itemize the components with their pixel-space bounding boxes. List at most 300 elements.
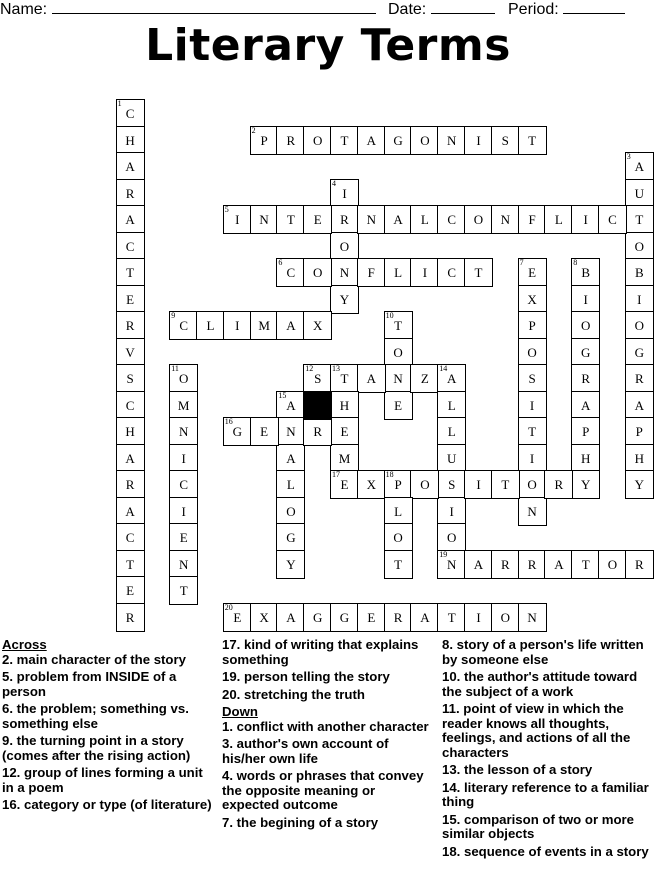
cell-letter: O (339, 238, 350, 254)
grid-cell[interactable] (571, 258, 600, 287)
grid-cell[interactable] (223, 417, 252, 446)
grid-cell[interactable] (116, 285, 145, 314)
clue-number: 8 (573, 258, 578, 267)
cell-letter: M (258, 318, 270, 333)
cell-letter: O (420, 477, 430, 492)
grid-cell[interactable] (303, 126, 332, 155)
clue-item-number: 15. (442, 811, 461, 827)
cell-letter: A (366, 132, 376, 148)
grid-cell[interactable] (437, 391, 466, 420)
grid-cell[interactable] (598, 205, 627, 234)
grid-cell[interactable] (410, 126, 439, 155)
cell-letter: C (125, 106, 135, 121)
clue-item (222, 737, 432, 766)
grid-cell[interactable] (410, 258, 439, 287)
cell-letter: A (366, 371, 376, 386)
cell-letter: A (125, 450, 135, 466)
cell-letter: O (178, 371, 189, 386)
grid-cell[interactable] (276, 417, 305, 446)
grid-cell[interactable] (410, 603, 439, 632)
cell-letter: S (528, 371, 536, 386)
grid-cell[interactable] (571, 470, 600, 499)
grid-cell[interactable] (169, 364, 198, 393)
grid-cell[interactable] (303, 205, 332, 234)
grid-cell[interactable] (571, 391, 600, 420)
clue-item-number: 18. (442, 843, 461, 859)
grid-cell[interactable] (116, 205, 145, 234)
grid-cell[interactable] (464, 470, 493, 499)
clue-item-text: the lesson of a story (460, 762, 593, 777)
cell-letter: S (501, 132, 509, 148)
page-title: Literary Terms (145, 20, 511, 71)
grid-cell[interactable] (571, 444, 600, 473)
grid-cell[interactable] (384, 497, 413, 526)
clue-number: 18 (385, 470, 394, 479)
grid-cell[interactable] (625, 338, 654, 367)
grid-cell[interactable] (116, 232, 145, 261)
grid-cell[interactable] (116, 258, 145, 287)
grid-cell[interactable] (464, 205, 493, 234)
grid-cell[interactable] (250, 417, 279, 446)
cell-letter: R (393, 609, 403, 625)
clue-item-text: literary reference to a familiar thing (442, 779, 649, 809)
grid-cell[interactable] (116, 497, 145, 526)
grid-cell[interactable] (384, 205, 413, 234)
cell-letter: O (393, 344, 403, 360)
grid-cell[interactable] (518, 205, 547, 234)
clue-item-number: 12. (2, 765, 21, 780)
clue-number: 13 (332, 364, 340, 373)
cell-letter: E (179, 530, 188, 545)
grid-cell[interactable] (625, 444, 654, 473)
down-heading: Down (222, 704, 258, 719)
grid-cell[interactable] (169, 391, 198, 420)
clue-item-text: stretching the truth (240, 686, 365, 702)
grid-cell[interactable] (169, 444, 198, 473)
clue-item (442, 763, 654, 778)
cell-letter: I (476, 609, 481, 625)
grid-cell[interactable] (625, 470, 654, 499)
grid-cell[interactable] (250, 205, 279, 234)
grid-cell[interactable] (518, 258, 547, 287)
cell-letter: E (126, 583, 135, 598)
cell-letter: H (125, 424, 135, 439)
cell-letter: G (286, 530, 296, 545)
grid-cell[interactable] (518, 311, 547, 340)
clue-item-text: point of view in which the reader knows all thoughts, feelings, and actions of all the characters (442, 701, 631, 760)
grid-cell[interactable] (330, 258, 359, 287)
clue-item-text: the problem; something vs. something else (2, 701, 189, 731)
grid-cell[interactable] (116, 364, 145, 393)
cell-letter: R (554, 477, 564, 492)
cell-letter: X (312, 318, 323, 333)
grid-cell[interactable] (410, 205, 439, 234)
grid-cell[interactable] (223, 311, 252, 340)
grid-cell[interactable] (518, 497, 547, 526)
cell-letter: C (447, 265, 457, 280)
grid-cell[interactable] (437, 470, 466, 499)
cell-letter: S (126, 371, 134, 386)
cell-letter: R (634, 556, 644, 572)
grid-cell[interactable] (330, 126, 359, 155)
grid-cell[interactable] (437, 258, 466, 287)
grid-cell[interactable] (518, 391, 547, 420)
grid-cell[interactable] (518, 603, 547, 632)
clue-item-text: main character of the story (13, 651, 186, 667)
cell-letter: T (126, 265, 135, 280)
cell-letter: B (634, 265, 644, 280)
grid-cell[interactable] (169, 417, 198, 446)
grid-cell[interactable] (571, 550, 600, 579)
grid-cell[interactable] (330, 417, 359, 446)
grid-cell[interactable] (330, 603, 359, 632)
grid-cell[interactable] (303, 364, 332, 393)
grid-cell[interactable] (357, 470, 386, 499)
grid-cell[interactable] (410, 470, 439, 499)
grid-cell[interactable] (571, 364, 600, 393)
grid-cell[interactable] (598, 550, 627, 579)
clue-item-number: 9. (2, 733, 13, 748)
grid-cell[interactable] (571, 205, 600, 234)
grid-cell[interactable] (330, 285, 359, 314)
cell-letter: L (447, 397, 456, 413)
grid-cell[interactable] (491, 470, 520, 499)
grid-cell[interactable] (169, 470, 198, 499)
grid-cell[interactable] (491, 205, 520, 234)
cell-letter: A (286, 450, 296, 466)
clue-number: 10 (385, 311, 394, 320)
cell-letter: X (259, 609, 269, 625)
cell-letter: N (178, 424, 189, 439)
grid-cell[interactable] (116, 152, 145, 181)
grid-cell[interactable] (437, 126, 466, 155)
cell-letter: R (125, 477, 135, 492)
cell-letter: T (501, 477, 510, 492)
grid-cell[interactable] (625, 311, 654, 340)
grid-cell[interactable] (437, 444, 466, 473)
cell-letter: T (635, 212, 644, 227)
cell-letter: O (312, 265, 323, 280)
grid-cell[interactable] (330, 179, 359, 208)
grid-cell[interactable] (384, 550, 413, 579)
cell-letter: C (125, 238, 135, 254)
grid-cell[interactable] (357, 258, 386, 287)
grid-cell[interactable] (250, 311, 279, 340)
grid-cell[interactable] (276, 523, 305, 552)
cell-letter: T (179, 583, 188, 598)
clue-number: 17 (332, 470, 340, 479)
cell-letter: T (528, 132, 537, 148)
grid-cell[interactable] (357, 126, 386, 155)
grid-cell[interactable] (384, 470, 413, 499)
grid-cell[interactable] (116, 603, 145, 632)
cell-letter: R (125, 185, 135, 201)
grid-cell[interactable] (625, 205, 654, 234)
grid-cell[interactable] (544, 205, 573, 234)
cell-letter: T (340, 371, 349, 386)
grid-cell[interactable] (518, 285, 547, 314)
cell-letter: I (583, 212, 588, 227)
cell-letter: L (420, 212, 429, 227)
cell-letter: E (126, 291, 135, 307)
grid-cell[interactable] (625, 258, 654, 287)
cell-letter: P (394, 477, 402, 492)
grid-cell[interactable] (357, 205, 386, 234)
clue-item (222, 769, 432, 813)
grid-cell[interactable] (169, 311, 198, 340)
grid-cell[interactable] (196, 311, 225, 340)
cell-letter: O (420, 132, 430, 148)
cell-letter: I (583, 291, 588, 307)
cell-letter: A (420, 609, 430, 625)
grid-cell[interactable] (384, 126, 413, 155)
grid-cell[interactable] (169, 523, 198, 552)
clue-number: 4 (332, 178, 336, 188)
grid-cell[interactable] (116, 126, 145, 155)
cell-letter: H (580, 450, 591, 466)
grid-cell[interactable] (437, 523, 466, 552)
grid-cell[interactable] (437, 550, 466, 579)
grid-cell[interactable] (116, 311, 145, 340)
grid-cell[interactable] (625, 232, 654, 261)
grid-cell[interactable] (223, 205, 252, 234)
grid-cell[interactable] (437, 497, 466, 526)
clues-column-2 (222, 638, 432, 833)
grid-cell[interactable] (625, 391, 654, 420)
clue-item-number: 3. (222, 736, 233, 751)
grid-cell[interactable] (544, 550, 573, 579)
cell-letter: A (125, 159, 135, 174)
grid-cell[interactable] (384, 364, 413, 393)
grid-cell[interactable] (491, 126, 520, 155)
grid-cell[interactable] (276, 470, 305, 499)
cell-letter: A (125, 503, 135, 519)
cell-letter: G (339, 609, 350, 625)
clue-number: 15 (278, 390, 287, 400)
grid-cell[interactable] (384, 338, 413, 367)
grid-cell[interactable] (169, 550, 198, 579)
grid-cell[interactable] (250, 126, 279, 155)
grid-cell[interactable] (116, 550, 145, 579)
grid-cell[interactable] (625, 179, 654, 208)
grid-cell[interactable] (276, 497, 305, 526)
grid-cell[interactable] (518, 364, 547, 393)
grid-cell[interactable] (518, 444, 547, 473)
grid-cell[interactable] (116, 179, 145, 208)
clue-item (442, 670, 654, 699)
grid-cell[interactable] (571, 285, 600, 314)
grid-cell[interactable] (518, 470, 547, 499)
grid-cell[interactable] (625, 364, 654, 393)
clue-item-number: 8. (442, 637, 453, 652)
grid-cell[interactable] (116, 338, 145, 367)
cell-letter: N (286, 424, 296, 439)
grid-cell[interactable] (491, 603, 520, 632)
clue-item-number: 14. (442, 779, 461, 795)
grid-cell[interactable] (384, 311, 413, 340)
cell-letter: P (635, 424, 643, 439)
cell-letter: R (125, 318, 135, 333)
cell-letter: N (339, 265, 350, 280)
cell-letter: O (286, 503, 296, 519)
cell-letter: Y (580, 477, 591, 492)
cell-letter: R (313, 424, 323, 439)
grid-cell[interactable] (384, 523, 413, 552)
cell-letter: I (235, 318, 240, 333)
cell-letter: T (528, 424, 537, 439)
grid-cell[interactable] (571, 338, 600, 367)
grid-cell[interactable] (169, 497, 198, 526)
grid-cell[interactable] (276, 550, 305, 579)
grid-cell[interactable] (303, 258, 332, 287)
cell-letter: E (233, 609, 242, 625)
cell-letter: E (394, 397, 403, 413)
grid-cell[interactable] (330, 232, 359, 261)
clue-item-text: conflict with another character (233, 718, 429, 734)
grid-cell[interactable] (330, 470, 359, 499)
cell-letter: C (608, 212, 617, 227)
grid-cell[interactable] (571, 311, 600, 340)
grid-cell[interactable] (223, 603, 252, 632)
clue-item-text: kind of writing that explains something (222, 637, 419, 667)
cell-letter: Z (420, 371, 429, 386)
cell-letter: E (340, 424, 349, 439)
clue-number: 7 (519, 258, 524, 267)
clue-number: 20 (224, 602, 233, 612)
clue-item (442, 845, 654, 860)
grid-cell[interactable] (437, 603, 466, 632)
cell-letter: Y (286, 556, 296, 572)
cell-letter: N (366, 212, 376, 227)
cell-letter: E (528, 265, 537, 280)
grid-cell[interactable] (384, 258, 413, 287)
cell-letter: T (286, 212, 295, 227)
grid-cell[interactable] (625, 417, 654, 446)
cell-letter: N (178, 556, 189, 572)
clue-item-text: comparison of two or more similar objects (442, 811, 634, 841)
grid-cell[interactable] (625, 285, 654, 314)
cell-letter: C (286, 265, 296, 280)
grid-cell[interactable] (116, 444, 145, 473)
grid-cell[interactable] (464, 126, 493, 155)
grid-cell[interactable] (384, 603, 413, 632)
grid-cell[interactable] (276, 311, 305, 340)
grid-cell[interactable] (276, 391, 305, 420)
clue-number: 11 (171, 364, 179, 373)
clue-item-text: category or type (of literature) (20, 797, 212, 812)
cell-letter: E (340, 477, 349, 492)
across-heading: Across (2, 637, 47, 652)
clue-item (442, 813, 654, 842)
cell-letter: A (393, 212, 403, 227)
grid-cell[interactable] (250, 603, 279, 632)
cell-letter: R (340, 212, 349, 227)
grid-cell[interactable] (518, 417, 547, 446)
clue-item-text: the turning point in a story (comes after the rising action) (2, 733, 191, 763)
grid-cell[interactable] (625, 550, 654, 579)
grid-cell[interactable] (116, 99, 145, 128)
grid-cell[interactable] (410, 364, 439, 393)
clue-item (442, 638, 654, 667)
grid-cell[interactable] (169, 576, 198, 605)
grid-cell[interactable] (464, 603, 493, 632)
clue-item (442, 702, 654, 760)
grid-cell[interactable] (276, 205, 305, 234)
cell-letter: I (449, 503, 454, 519)
grid-cell[interactable] (330, 444, 359, 473)
cell-letter: T (581, 556, 590, 572)
grid-cell[interactable] (357, 603, 386, 632)
grid-cell[interactable] (116, 523, 145, 552)
clue-item (442, 781, 654, 810)
grid-cell[interactable] (276, 444, 305, 473)
grid-cell[interactable] (276, 603, 305, 632)
grid-cell[interactable] (384, 391, 413, 420)
grid-cell[interactable] (437, 205, 466, 234)
cell-letter: V (125, 344, 135, 360)
grid-cell[interactable] (330, 391, 359, 420)
clue-item (222, 638, 432, 667)
cell-letter: H (339, 397, 350, 413)
grid-cell[interactable] (491, 550, 520, 579)
grid-cell[interactable] (116, 391, 145, 420)
grid-cell[interactable] (330, 205, 359, 234)
cell-letter: L (447, 424, 456, 439)
grid-cell[interactable] (464, 550, 493, 579)
clue-item-text: the begining of a story (233, 814, 379, 830)
grid-cell[interactable] (625, 152, 654, 181)
cell-letter: M (177, 397, 190, 413)
grid-cell[interactable] (518, 338, 547, 367)
cell-letter: T (394, 556, 403, 572)
cell-letter: X (527, 291, 537, 307)
grid-cell[interactable] (303, 311, 332, 340)
clue-number: 16 (224, 417, 233, 426)
cell-letter: A (125, 212, 135, 227)
grid-cell[interactable] (116, 417, 145, 446)
grid-cell[interactable] (571, 417, 600, 446)
cell-letter: I (422, 265, 428, 280)
grid-cell[interactable] (518, 126, 547, 155)
grid-cell[interactable] (437, 417, 466, 446)
cell-letter: G (393, 132, 403, 148)
grid-cell[interactable] (303, 603, 332, 632)
cell-letter: O (580, 318, 591, 333)
grid-cell[interactable] (303, 417, 332, 446)
grid-cell[interactable] (276, 258, 305, 287)
grid-cell[interactable] (276, 126, 305, 155)
grid-cell[interactable] (116, 576, 145, 605)
grid-cell[interactable] (437, 364, 466, 393)
grid-cell[interactable] (330, 364, 359, 393)
cell-letter: I (181, 450, 186, 466)
grid-cell[interactable] (544, 470, 573, 499)
grid-cell[interactable] (464, 258, 493, 287)
grid-cell[interactable] (357, 364, 386, 393)
clue-item-number: 6. (2, 701, 13, 716)
clue-item-number: 20. (222, 686, 241, 702)
cell-letter: O (393, 530, 403, 545)
cell-letter: E (260, 424, 269, 439)
grid-cell[interactable] (116, 470, 145, 499)
cell-letter: L (206, 318, 215, 333)
clue-item-number: 2. (2, 651, 13, 667)
cell-letter: L (286, 477, 295, 492)
cell-letter: U (634, 185, 644, 201)
cell-letter: A (634, 397, 644, 413)
grid-cell[interactable] (518, 550, 547, 579)
cell-letter: G (634, 344, 644, 360)
